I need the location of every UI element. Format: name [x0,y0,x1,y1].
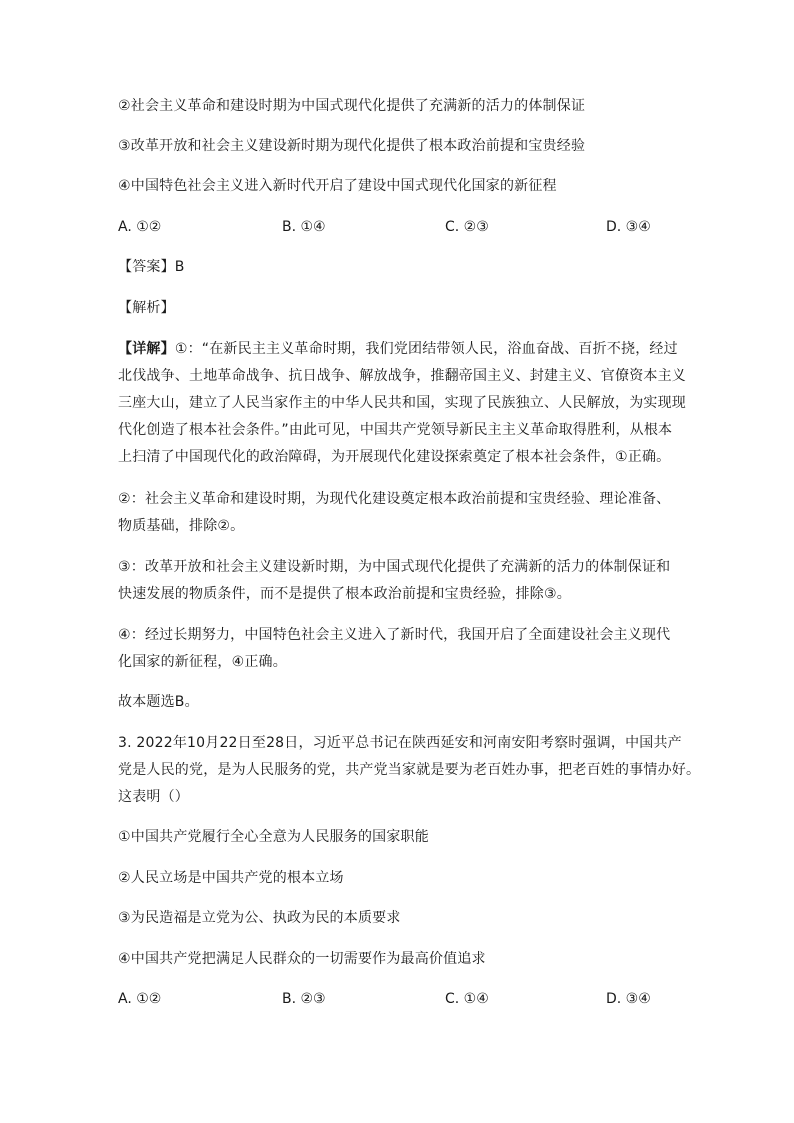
q2-detail-line: 上扫清了中国现代化的政治障碍，为开展现代化建设探索奠定了根本社会条件，①正确。 [118,449,671,465]
q2-option-d[interactable]: D. ③④ [606,219,651,235]
q2-detail-line: ②：社会主义革命和建设时期，为现代化建设奠定根本政治前提和宝贵经验、理论准备、 [118,491,671,507]
q2-detail-line: 北伐战争、土地革命战争、抗日战争、解放战争，推翻帝国主义、封建主义、官僚资本主义 [118,368,686,384]
q3-statement-2: ②人民立场是中国共产党的根本立场 [118,870,344,886]
q2-option-c[interactable]: C. ②③ [445,219,489,235]
q3-statement-1: ①中国共产党履行全心全意为人民服务的国家职能 [118,829,429,845]
q3-option-b[interactable]: B. ②③ [282,991,326,1007]
q2-detail-line: ④：经过长期努力，中国特色社会主义进入了新时代，我国开启了全面建设社会主义现代 [118,627,671,643]
q2-conclusion: 故本题选B。 [118,694,199,710]
q2-detail-line: ③：改革开放和社会主义建设新时期，为中国式现代化提供了充满新的活力的体制保证和 [118,559,671,575]
q2-detail-line: 化国家的新征程，④正确。 [118,654,287,670]
q3-stem-line: 这表明（） [118,789,189,805]
q3-option-a[interactable]: A. ①② [118,991,162,1007]
q2-detail-line: 快速发展的物质条件，而不是提供了根本政治前提和宝贵经验，排除③。 [118,586,571,602]
q2-detail-text: ①：“在新民主主义革命时期，我们党团结带领人民，浴血奋战、百折不挠，经过 [174,341,678,357]
q3-option-d[interactable]: D. ③④ [606,991,651,1007]
q2-statement-3: ③改革开放和社会主义建设新时期为现代化提供了根本政治前提和宝贵经验 [118,138,586,154]
q3-statement-3: ③为民造福是立党为公、执政为民的本质要求 [118,910,401,926]
q2-detail-line: 代化创造了根本社会条件。”由此可见，中国共产党领导新民主主义革命取得胜利，从根本 [118,422,673,438]
q2-answer: 【答案】B [118,259,185,275]
q2-option-b[interactable]: B. ①④ [282,219,326,235]
q2-detail-line: 物质基础，排除②。 [118,518,245,534]
q2-statement-2: ②社会主义革命和建设时期为中国式现代化提供了充满新的活力的体制保证 [118,98,586,114]
q2-option-a[interactable]: A. ①② [118,219,162,235]
q3-stem-line: 3. 2022年10月22日至28日，习近平总书记在陕西延安和河南安阳考察时强调，中国共产 [118,735,682,751]
q2-statement-4: ④中国特色社会主义进入新时代开启了建设中国式现代化国家的新征程 [118,178,557,194]
q2-detail-label: 【详解】 [118,341,175,357]
q3-statement-4: ④中国共产党把满足人民群众的一切需要作为最高价值追求 [118,951,486,967]
q2-analysis-heading: 【解析】 [118,300,175,316]
q2-detail-line: 三座大山，建立了人民当家作主的中华人民共和国，实现了民族独立、人民解放，为实现现 [118,395,686,411]
q3-stem-line: 党是人民的党，是为人民服务的党，共产党当家就是要为老百姓办事，把老百姓的事情办好。 [118,762,701,778]
q2-detail-line [118,339,678,359]
q3-option-c[interactable]: C. ①④ [445,991,489,1007]
